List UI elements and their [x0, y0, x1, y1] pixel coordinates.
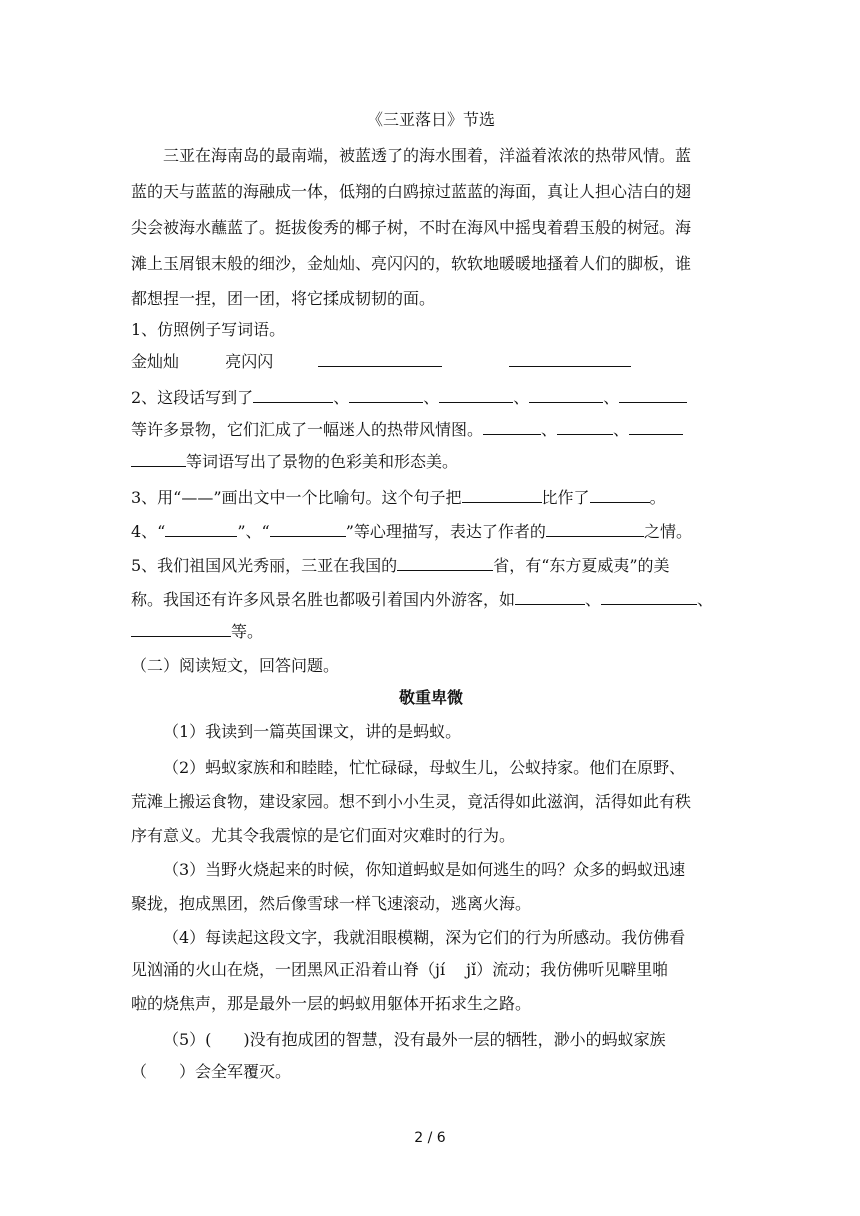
answer-blank[interactable]	[629, 420, 683, 435]
answer-blank[interactable]	[131, 452, 186, 467]
passage-line: 滩上玉屑银末般的细沙，金灿灿、亮闪闪的，软软地暖暖地搔着人们的脚板，谁	[131, 254, 692, 273]
answer-blank[interactable]	[590, 488, 650, 503]
answer-blank[interactable]	[546, 522, 644, 537]
article-paragraph: （1）我读到一篇英国课文，讲的是蚂蚁。	[163, 722, 462, 741]
article-line: （ ）会全军覆灭。	[131, 1062, 292, 1081]
question-3: 3、用“——”画出文中一个比喻句。这个句子把 比作了 。	[131, 488, 666, 507]
answer-blank[interactable]	[509, 352, 631, 367]
answer-blank[interactable]	[270, 522, 346, 537]
example-word: 亮闪闪	[225, 352, 274, 371]
question-1: 1、仿照例子写词语。	[131, 320, 286, 339]
example-word: 金灿灿	[131, 352, 180, 371]
article-paragraph: （3）当野火烧起来的时候，你知道蚂蚁是如何逃生的吗？众多的蚂蚁迅速	[163, 860, 686, 879]
passage-line: 三亚在海南岛的最南端，被蓝透了的海水围着，洋溢着浓浓的热带风情。蓝	[163, 146, 692, 165]
passage-title: 《三亚落日》节选	[366, 110, 495, 129]
question-5-end: 等。	[131, 622, 731, 642]
answer-blank[interactable]	[619, 388, 687, 403]
article-paragraph: （5）( )没有抱成团的智慧，没有最外一层的牺牲，渺小的蚂蚁家族	[163, 1030, 666, 1049]
question-5: 5、我们祖国风光秀丽，三亚在我国的 省，有“东方夏威夷”的美	[131, 556, 670, 575]
article-line: 序有意义。尤其令我震惊的是它们面对灾难时的行为。	[131, 826, 516, 845]
answer-blank[interactable]	[397, 556, 493, 571]
article-paragraph: （4）每读起这段文字，我就泪眼模糊，深为它们的行为所感动。我仿佛看	[163, 928, 686, 947]
answer-blank[interactable]	[131, 622, 231, 637]
answer-blank[interactable]	[349, 388, 423, 403]
article-line: 见汹涌的火山在烧，一团黑风正沿着山脊（jí jǐ）流动；我仿佛听见噼里啪	[131, 960, 669, 979]
question-4: 4、“ ”、“ ”等心理描写，表达了作者的 之情。	[131, 522, 692, 541]
article-title: 敬重卑微	[398, 688, 463, 707]
page-number: 2 / 6	[414, 1130, 446, 1146]
answer-blank[interactable]	[529, 388, 603, 403]
article-line: 荒滩上搬运食物，建设家园。想不到小小生灵，竟活得如此滋润，活得如此有秩	[131, 792, 692, 811]
question-2: 2、这段话写到了 、 、 、 、	[131, 388, 731, 408]
question-5-cont: 称。我国还有许多风景名胜也都吸引着国内外游客，如 、 、	[131, 590, 714, 609]
answer-blank[interactable]	[253, 388, 333, 403]
article-paragraph: （2）蚂蚁家族和和睦睦，忙忙碌碌，母蚁生儿，公蚁持家。他们在原野、	[163, 758, 686, 777]
question-2-end: 等词语写出了景物的色彩美和形态美。	[131, 452, 731, 472]
article-line: 啦的烧焦声，那是最外一层的蚂蚁用躯体开拓求生之路。	[131, 994, 532, 1013]
answer-blank[interactable]	[165, 522, 237, 537]
answer-blank[interactable]	[601, 590, 697, 605]
question-2-cont: 等许多景物，它们汇成了一幅迷人的热带风情图。 、 、	[131, 420, 731, 440]
passage-line: 蓝的天与蓝蓝的海融成一体，低翔的白鸥掠过蓝蓝的海面，真让人担心洁白的翅	[131, 182, 692, 201]
answer-blank[interactable]	[483, 420, 541, 435]
article-line: 聚拢，抱成黑团，然后像雪球一样飞速滚动，逃离火海。	[131, 894, 532, 913]
question-1-examples	[131, 352, 731, 372]
passage-line: 都想捏一捏，团一团，将它揉成韧韧的面。	[131, 289, 436, 308]
answer-blank[interactable]	[462, 488, 542, 503]
section-heading: （二）阅读短文，回答问题。	[131, 656, 340, 675]
passage-line: 尖会被海水蘸蓝了。挺拔俊秀的椰子树，不时在海风中摇曳着碧玉般的树冠。海	[131, 218, 692, 237]
answer-blank[interactable]	[557, 420, 613, 435]
answer-blank[interactable]	[439, 388, 513, 403]
answer-blank[interactable]	[318, 352, 442, 367]
answer-blank[interactable]	[515, 590, 585, 605]
